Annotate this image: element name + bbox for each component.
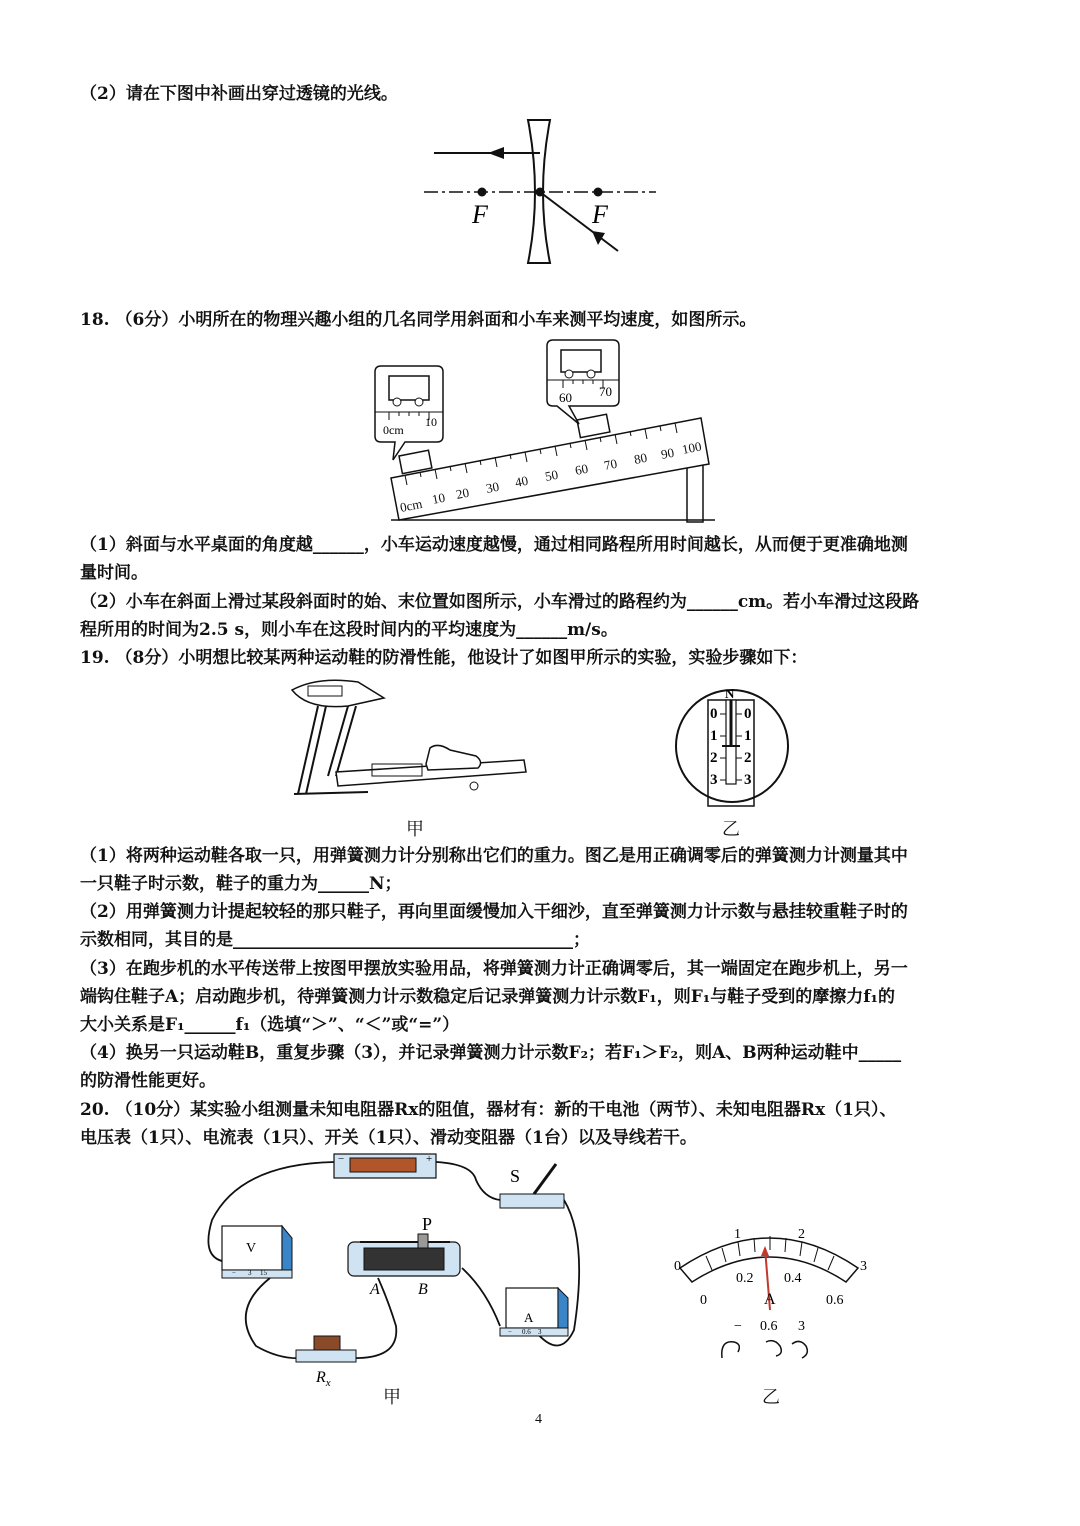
bottom-scale-0: 0 [700, 1293, 707, 1308]
dial-unit: A [764, 1291, 776, 1308]
bottom-scale-02: 0.2 [736, 1271, 754, 1286]
arrow-head-diag-icon [592, 231, 605, 245]
q19-part4-b: 的防滑性能更好。 [80, 1071, 216, 1091]
slider-p: P [422, 1214, 433, 1234]
ammeter-dial [662, 1218, 882, 1368]
q19-part3-a: （3）在跑步机的水平传送带上按图甲摆放实验用品，将弹簧测力计正确调零后，其一端固定在跑步机上，另一 [80, 959, 908, 979]
svg-text:15: 15 [260, 1269, 267, 1277]
svg-text:−: − [508, 1328, 512, 1336]
caption-jia: 甲 [406, 819, 424, 840]
circuit-diagram [200, 1150, 600, 1390]
top-scale-0: 0 [674, 1259, 681, 1274]
svg-text:3: 3 [538, 1328, 542, 1336]
resistor-label: $R_x$ [316, 1369, 331, 1389]
q19-part3-c: 大小关系是F₁______f₁（选填“＞”、“＜”或“=”） [80, 1015, 460, 1035]
ruler-tick-20: 20 [454, 484, 471, 502]
ruler-tick-90: 90 [659, 444, 676, 462]
svg-text:0.6: 0.6 [522, 1328, 531, 1336]
q18-part1-b: 量时间。 [80, 563, 148, 583]
ruler-tick-10: 10 [430, 489, 447, 507]
q20-title-a: 20. （10分）某实验小组测量未知电阻器Rx的阻值，器材有：新的干电池（两节）、未知电阻器Rx（1只）、 [80, 1100, 897, 1120]
top-scale-1: 1 [734, 1227, 741, 1242]
svg-text:−: − [232, 1269, 236, 1277]
scale-mark-0-left: 0 [710, 706, 718, 722]
zoom-right-60: 60 [559, 390, 572, 405]
zoom-left-10: 10 [425, 415, 437, 429]
q19-part4-a: （4）换另一只运动鞋B，重复步骤（3），并记录弹簧测力计示数F₂；若F₁＞F₂，则A、B两种运动鞋中_____ [80, 1043, 902, 1063]
treadmill-diagram [288, 676, 528, 806]
arrow-head-left-icon [488, 147, 504, 159]
q18-part2-b: 程所用的时间为2.5 s，则小车在这段时间内的平均速度为______m/s。 [80, 620, 618, 640]
switch-label: S [510, 1166, 521, 1186]
top-scale-3: 3 [860, 1259, 867, 1274]
dial-arc [680, 1238, 858, 1282]
q19-part1-a: （1）将两种运动鞋各取一只，用弹簧测力计分别称出它们的重力。图乙是用正确调零后的弹簧测力计测量其中 [80, 846, 908, 866]
caption-yi: 乙 [722, 819, 740, 840]
q19-part2-a: （2）用弹簧测力计提起较轻的那只鞋子，再向里面缓慢加入干细沙，直至弹簧测力计示数与悬挂较重鞋子时的 [80, 902, 908, 922]
scale-mark-2-left: 2 [710, 750, 718, 766]
caption-yi-2: 乙 [762, 1387, 780, 1408]
terminal-minus: − [734, 1319, 742, 1334]
zoom-right-70: 70 [599, 384, 612, 399]
ruler-tick-50: 50 [543, 466, 560, 484]
zoom-left-0: 0cm [383, 423, 404, 437]
caption-jia-2: 甲 [383, 1387, 401, 1408]
ruler-tick-0: 0cm [398, 495, 424, 515]
q18-part1-a: （1）斜面与水平桌面的角度越______，小车运动速度越慢，通过相同路程所用时间越长，从而便于更准确地测 [80, 535, 908, 555]
svg-text:3: 3 [248, 1269, 252, 1277]
incline-diagram [365, 336, 725, 526]
q19-part3-b: 端钩住鞋子A；启动跑步机，待弹簧测力计示数稳定后记录弹簧测力计示数F₁，则F₁与鞋子受到的摩擦力f₁的 [80, 987, 895, 1007]
terminal-3: 3 [798, 1319, 805, 1334]
ruler-tick-30: 30 [484, 478, 501, 496]
bottom-scale-06: 0.6 [826, 1293, 844, 1308]
voltmeter-label: V [246, 1241, 257, 1256]
ruler-tick-80: 80 [632, 449, 649, 467]
scale-mark-2-right: 2 [744, 750, 752, 766]
focus-left-label: F [472, 200, 488, 229]
terminal-06: 0.6 [760, 1319, 778, 1334]
focus-right-label: F [592, 200, 608, 229]
scale-mark-1-left: 1 [710, 728, 718, 744]
q20-title-b: 电压表（1只）、电流表（1只）、开关（1只）、滑动变阻器（1台）以及导线若干。 [80, 1128, 697, 1148]
shoe-icon [426, 745, 481, 770]
switch [500, 1194, 564, 1208]
ruler-tick-40: 40 [513, 472, 530, 490]
page-number: 4 [535, 1412, 542, 1427]
top-scale-2: 2 [798, 1227, 805, 1242]
cart-start [399, 450, 432, 473]
lens-diagram [420, 115, 680, 275]
battery-minus: − [338, 1153, 345, 1165]
ammeter-label: A [524, 1310, 534, 1325]
q18-title: 18. （6分）小明所在的物理兴趣小组的几名同学用斜面和小车来测平均速度，如图所示。 [80, 310, 757, 330]
q18-part2-a: （2）小车在斜面上滑过某段斜面时的始、末位置如图所示，小车滑过的路程约为______cm。若小车滑过这段路 [80, 592, 920, 612]
ruler-tick-70: 70 [602, 455, 619, 473]
resistor-rx [296, 1350, 356, 1362]
end-a: A [370, 1281, 380, 1298]
battery-plus: + [426, 1153, 433, 1165]
scale-mark-3-right: 3 [744, 772, 752, 788]
scale-unit: N [725, 686, 735, 701]
ruler-tick-60: 60 [573, 460, 590, 478]
q17-part2: （2）请在下图中补画出穿过透镜的光线。 [80, 84, 398, 104]
bottom-scale-04: 0.4 [784, 1271, 802, 1286]
q19-part2-b: 示数相同，其目的是________________________________________； [80, 930, 590, 950]
ruler-tick-100: 100 [680, 438, 703, 457]
scale-mark-3-left: 3 [710, 772, 718, 788]
scale-mark-1-right: 1 [744, 728, 752, 744]
end-b: B [418, 1281, 428, 1298]
q19-part1-b: 一只鞋子时示数，鞋子的重力为______N； [80, 874, 402, 894]
spring-scale [674, 684, 794, 808]
cart-end [577, 414, 610, 437]
q19-title: 19. （8分）小明想比较某两种运动鞋的防滑性能，他设计了如图甲所示的实验，实验步骤如下： [80, 648, 808, 668]
scale-mark-0-right: 0 [744, 706, 752, 722]
